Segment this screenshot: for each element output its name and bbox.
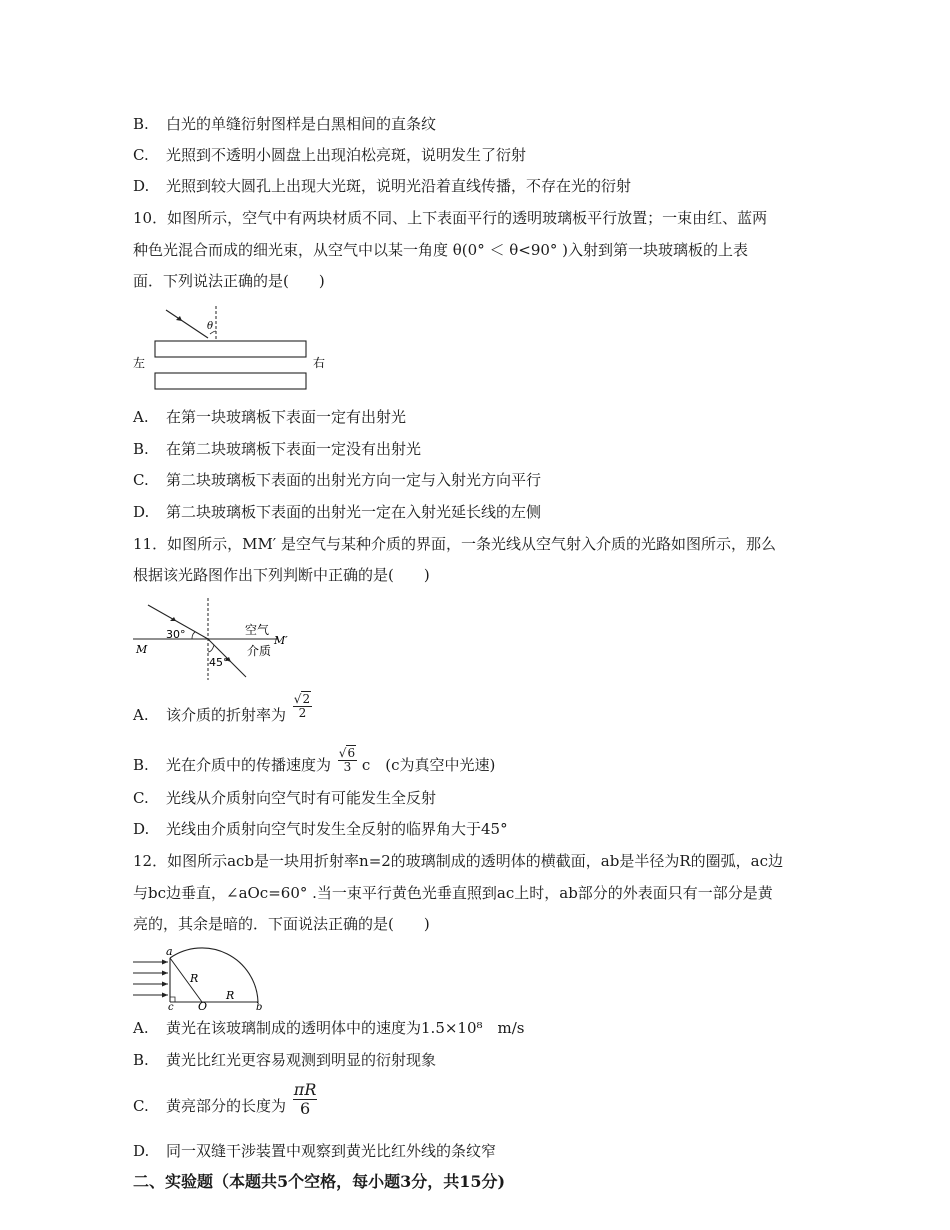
q11-fig-angle-30: 30°	[166, 628, 186, 641]
q12-fig-b: b	[256, 1002, 263, 1010]
q12-figure	[128, 944, 278, 1010]
q11-option-a: A. 该介质的折射率为 $\frac{√2}{2}$	[133, 691, 311, 724]
q12-option-c-fraction: $\frac{\pi R}{6}$	[293, 1079, 317, 1118]
section-heading-experiment: 二、实验题（本题共5个空格，每小题3分，共15分)	[133, 1172, 506, 1191]
q12-option-a: A. 黄光在该玻璃制成的透明体中的速度为1.5×10⁸ m/s	[133, 1019, 525, 1037]
q10-figure	[128, 300, 328, 396]
q10-stem-line3: 面．下列说法正确的是( )	[133, 272, 325, 290]
q12-stem-line2: 与bc边垂直，∠aOc=60° .当一束平行黄色光垂直照到ac上时，ab部分的外表面只有一部分是黄	[133, 884, 773, 902]
q12-option-c: C. 黄亮部分的长度为 $\frac{\pi R}{6}$	[133, 1079, 317, 1118]
q12-option-b: B. 黄光比红光更容易观测到明显的衍射现象	[133, 1051, 437, 1069]
q9-option-d: D. 光照到较大圆孔上出现大光斑，说明光沿着直线传播，不存在光的衍射	[133, 177, 632, 195]
q12-stem-line1: 12．如图所示acb是一块用折射率n=2的玻璃制成的透明体的横截面，ab是半径为R的圈弧，ac边	[133, 852, 783, 870]
q10-stem-line2: 种色光混合而成的细光束，从空气中以某一角度 θ(0° ＜ θ<90° )入射到第一块玻璃板的上表	[133, 241, 749, 259]
q11-option-b-fraction: $\frac{√6}{3}$	[338, 745, 356, 774]
q11-fig-air: 空气	[245, 623, 270, 637]
q12-fig-r-radius: R	[190, 972, 199, 985]
q12-option-d: D. 同一双缝干涉装置中观察到黄光比红外线的条纹窄	[133, 1142, 497, 1160]
q12-fig-o: O	[198, 1000, 208, 1010]
q11-fig-medium: 介质	[247, 644, 272, 658]
q11-option-c: C. 光线从介质射向空气时有可能发生全反射	[133, 789, 437, 807]
q11-option-a-fraction: $\frac{√2}{2}$	[293, 691, 311, 720]
q11-fig-m-prime: M′	[274, 634, 288, 647]
q12-fig-r-base: R	[226, 989, 235, 1002]
q11-figure	[128, 594, 288, 682]
q12-fig-c: c	[168, 1002, 174, 1010]
q10-stem-line1: 10．如图所示，空气中有两块材质不同、上下表面平行的透明玻璃板平行放置；一束由红、蓝两	[133, 209, 768, 227]
q11-fig-angle-45: 45°	[209, 656, 229, 669]
q10-option-b: B. 在第二块玻璃板下表面一定没有出射光	[133, 440, 422, 458]
q10-option-a: A. 在第一块玻璃板下表面一定有出射光	[133, 408, 407, 426]
q10-fig-left: 左	[133, 356, 146, 370]
q11-fig-m: M	[136, 643, 148, 656]
q9-option-b: B. 白光的单缝衍射图样是白黑相间的直条纹	[133, 115, 437, 133]
q11-stem-line1: 11．如图所示，MM′ 是空气与某种介质的界面，一条光线从空气射入介质的光路如图所示，那么	[133, 535, 776, 553]
q11-option-d: D. 光线由介质射向空气时发生全反射的临界角大于45°	[133, 820, 508, 838]
q10-option-c: C. 第二块玻璃板下表面的出射光方向一定与入射光方向平行	[133, 471, 542, 489]
q11-stem-line2: 根据该光路图作出下列判断中正确的是( )	[133, 566, 430, 584]
q12-fig-a: a	[166, 945, 173, 958]
q12-stem-line3: 亮的，其余是暗的．下面说法正确的是( )	[133, 915, 430, 933]
q10-fig-theta: θ	[207, 321, 214, 332]
q11-option-b: B. 光在介质中的传播速度为 $\frac{√6}{3}$ c (c为真空中光速)	[133, 745, 496, 774]
q10-fig-right: 右	[313, 356, 326, 370]
q9-option-c: C. 光照到不透明小圆盘上出现泊松亮斑，说明发生了衍射	[133, 146, 527, 164]
q10-option-d: D. 第二块玻璃板下表面的出射光一定在入射光延长线的左侧	[133, 503, 542, 521]
